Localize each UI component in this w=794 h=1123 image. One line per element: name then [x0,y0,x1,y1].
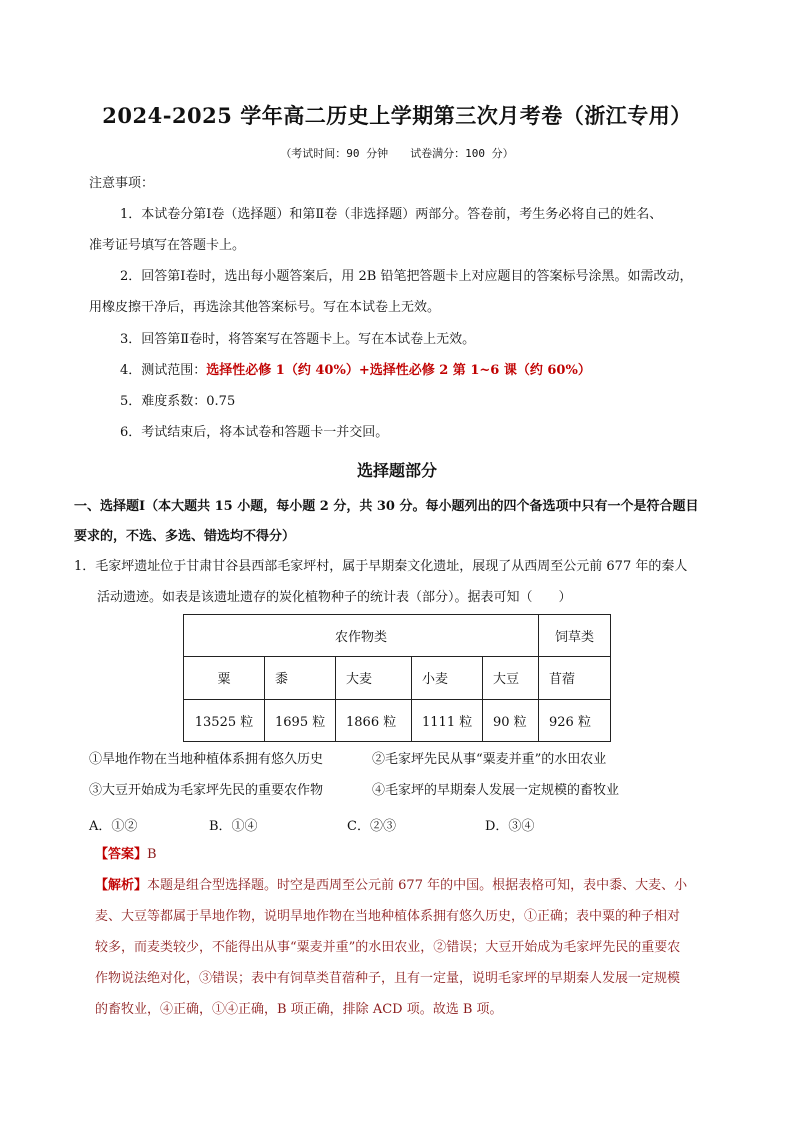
table-cell: 黍 [265,657,336,699]
question-stem-line-2: 活动遗迹。如表是该遗址遗存的炭化植物种子的统计表（部分）。据表可知（ ） [97,590,572,605]
forage-group-header: 饲草类 [539,615,611,657]
page-title: 2024-2025 学年高二历史上学期第三次月考卷（浙江专用） [102,103,692,128]
notice-item-2-line-2: 用橡皮擦干净后，再选涂其他答案标号。写在本试卷上无效。 [89,300,441,315]
table-row [184,699,611,741]
analysis-line-5: 的畜牧业，④正确，①④正确，B 项正确，排除 ACD 项。故选 B 项。 [95,1002,503,1017]
notice-item-5: 5．难度系数：0.75 [120,394,236,409]
question-stem-line-1: 1．毛家坪遗址位于甘肃甘谷县西部毛家坪村，属于早期秦文化遗址，展现了从西周至公元前 677 年的秦人 [74,559,688,574]
exam-info [0,145,794,161]
analysis-line-1 [95,877,687,895]
notice-heading: 注意事项： [89,176,155,191]
table-cell: 1866 粒 [336,699,412,741]
statement-3: ③大豆开始成为毛家坪先民的重要农作物 [89,783,324,798]
analysis-line-2: 麦、大豆等都属于旱地作物，说明旱地作物在当地种植体系拥有悠久历史，①正确；表中粟的种子相对 [95,909,681,924]
analysis-text: 本题是组合型选择题。时空是西周至公元前 677 年的中国。根据表格可知，表中黍、大麦、小 [147,878,688,893]
section-instruction-line-2: 要求的，不选、多选、错选均不得分） [74,529,296,544]
section-instruction-line-1: 一、选择题Ⅰ（本大题共 15 小题，每小题 2 分，共 30 分。每小题列出的四个备选项中只有一个是符合题目 [74,499,699,514]
table-cell: 926 粒 [539,699,611,741]
statement-2: ②毛家坪先民从事“粟麦并重”的水田农业 [372,752,607,767]
test-scope: 选择性必修 1（约 40%）+选择性必修 2 第 1~6 课（约 60%） [206,363,591,378]
option-c: C．②③ [347,819,396,834]
analysis-line-3: 较多，而麦类较少，不能得出从事“粟麦并重”的水田农业，②错误；大豆开始成为毛家坪先民的重要农 [95,940,681,955]
crop-group-header: 农作物类 [184,615,539,657]
table-cell: 小麦 [412,657,483,699]
section-title: 选择题部分 [356,461,437,480]
notice-item-1-line-2: 准考证号填写在答题卡上。 [89,238,246,253]
table-row [184,657,611,699]
answer-value: B [147,847,157,862]
option-a: A．①② [89,819,138,834]
option-b: B．①④ [209,819,258,834]
table-cell: 1111 粒 [412,699,483,741]
table-cell: 1695 粒 [265,699,336,741]
notice-item-3: 3．回答第Ⅱ卷时，将答案写在答题卡上。写在本试卷上无效。 [120,332,476,347]
table-cell: 13525 粒 [184,699,265,741]
notice-item-1-line-1: 1．本试卷分第Ⅰ卷（选择题）和第Ⅱ卷（非选择题）两部分。答卷前，考生务必将自己的姓名、 [120,207,663,222]
statement-1: ①旱地作物在当地种植体系拥有悠久历史 [89,752,324,767]
statement-4: ④毛家坪的早期秦人发展一定规模的畜牧业 [372,783,620,798]
notice-item-2-line-1: 2．回答第Ⅰ卷时，选出每小题答案后，用 2B 铅笔把答题卡上对应题目的答案标号涂黑。如需改动， [120,269,693,284]
analysis-line-4: 作物说法绝对化，③错误；表中有饲草类苜蓿种子，且有一定量，说明毛家坪的早期秦人发展一定规模 [95,971,681,986]
exam-time: （考试时间：90 分钟 [280,147,389,160]
table-header-row [184,615,611,657]
answer-label: 【答案】 [95,847,148,862]
analysis-label: 【解析】 [95,878,148,893]
notice-item-6: 6．考试结束后，将本试卷和答题卡一并交回。 [120,425,389,440]
table-cell: 大豆 [483,657,539,699]
table-cell: 苜蓿 [539,657,611,699]
answer [95,846,157,864]
option-d: D．③④ [485,819,535,834]
table-cell: 90 粒 [483,699,539,741]
table-cell: 大麦 [336,657,412,699]
exam-score: 试卷满分：100 分） [410,147,514,160]
notice-item-4 [120,362,591,380]
seed-statistics-table [183,614,611,742]
table-cell: 粟 [184,657,265,699]
notice-item-4-prefix: 4．测试范围： [120,363,207,378]
